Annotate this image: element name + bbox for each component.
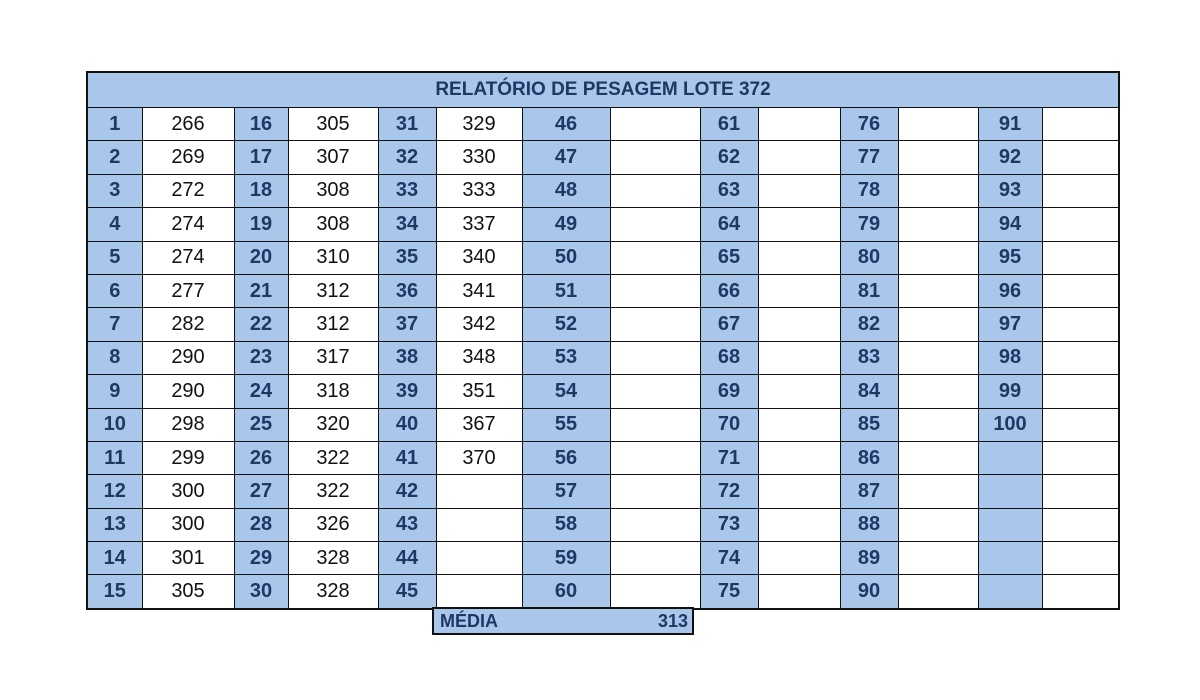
weight-cell: 300 — [142, 508, 234, 541]
weight-cell — [898, 542, 978, 575]
weight-cell: 299 — [142, 441, 234, 474]
weight-cell: 290 — [142, 341, 234, 374]
weighing-table — [88, 108, 1118, 608]
animal-number-cell: 21 — [234, 274, 288, 307]
weight-cell — [1042, 575, 1118, 608]
animal-number-cell: 25 — [234, 408, 288, 441]
animal-number-cell: 67 — [700, 308, 758, 341]
animal-number-cell: 45 — [378, 575, 436, 608]
weight-cell — [898, 508, 978, 541]
animal-number-cell: 62 — [700, 141, 758, 174]
animal-number-cell: 43 — [378, 508, 436, 541]
animal-number-cell: 51 — [522, 274, 610, 307]
table-row — [88, 408, 1118, 441]
weight-cell — [758, 542, 840, 575]
weight-cell — [610, 308, 700, 341]
weight-cell — [758, 108, 840, 141]
weight-cell: 266 — [142, 108, 234, 141]
weight-cell — [1042, 241, 1118, 274]
weight-cell — [1042, 174, 1118, 207]
animal-number-cell: 56 — [522, 441, 610, 474]
weight-cell: 328 — [288, 575, 378, 608]
weight-cell — [758, 575, 840, 608]
table-row — [88, 508, 1118, 541]
weight-cell — [758, 141, 840, 174]
weight-cell — [436, 542, 522, 575]
weight-cell — [898, 341, 978, 374]
weight-cell — [610, 375, 700, 408]
weight-cell — [758, 508, 840, 541]
animal-number-cell: 64 — [700, 208, 758, 241]
weight-cell: 329 — [436, 108, 522, 141]
animal-number-cell: 33 — [378, 174, 436, 207]
animal-number-cell: 17 — [234, 141, 288, 174]
weight-cell: 312 — [288, 308, 378, 341]
animal-number-cell: 63 — [700, 174, 758, 207]
animal-number-cell: 48 — [522, 174, 610, 207]
table-row — [88, 341, 1118, 374]
animal-number-cell: 29 — [234, 542, 288, 575]
animal-number-cell: 42 — [378, 475, 436, 508]
weight-cell: 301 — [142, 542, 234, 575]
weight-cell — [898, 174, 978, 207]
weight-cell: 333 — [436, 174, 522, 207]
weight-cell — [898, 575, 978, 608]
weight-cell: 367 — [436, 408, 522, 441]
animal-number-cell: 31 — [378, 108, 436, 141]
weighing-report — [86, 71, 1120, 610]
animal-number-cell: 82 — [840, 308, 898, 341]
animal-number-cell: 73 — [700, 508, 758, 541]
animal-number-cell: 44 — [378, 542, 436, 575]
weight-cell — [1042, 375, 1118, 408]
animal-number-cell: 10 — [88, 408, 142, 441]
weight-cell — [758, 274, 840, 307]
weight-cell — [610, 441, 700, 474]
weight-cell — [1042, 208, 1118, 241]
animal-number-cell: 6 — [88, 274, 142, 307]
weight-cell — [436, 575, 522, 608]
weight-cell — [610, 274, 700, 307]
weight-cell — [610, 174, 700, 207]
weight-cell: 277 — [142, 274, 234, 307]
animal-number-cell: 40 — [378, 408, 436, 441]
animal-number-cell: 55 — [522, 408, 610, 441]
animal-number-cell: 47 — [522, 141, 610, 174]
animal-number-cell: 36 — [378, 274, 436, 307]
table-row — [88, 375, 1118, 408]
animal-number-cell: 3 — [88, 174, 142, 207]
animal-number-cell: 18 — [234, 174, 288, 207]
animal-number-cell: 16 — [234, 108, 288, 141]
report-title: RELATÓRIO DE PESAGEM LOTE 372 — [88, 73, 1118, 108]
weight-cell: 307 — [288, 141, 378, 174]
animal-number-cell: 58 — [522, 508, 610, 541]
weight-cell: 326 — [288, 508, 378, 541]
table-row — [88, 241, 1118, 274]
weight-cell: 300 — [142, 475, 234, 508]
animal-number-cell: 41 — [378, 441, 436, 474]
weight-cell — [436, 475, 522, 508]
weight-cell — [898, 375, 978, 408]
animal-number-cell: 77 — [840, 141, 898, 174]
animal-number-cell: 93 — [978, 174, 1042, 207]
weight-cell — [1042, 475, 1118, 508]
animal-number-cell: 46 — [522, 108, 610, 141]
animal-number-cell: 88 — [840, 508, 898, 541]
weight-cell — [898, 308, 978, 341]
weight-cell: 274 — [142, 208, 234, 241]
weight-cell: 337 — [436, 208, 522, 241]
animal-number-cell: 22 — [234, 308, 288, 341]
table-row — [88, 575, 1118, 608]
weight-cell: 272 — [142, 174, 234, 207]
animal-number-cell: 39 — [378, 375, 436, 408]
animal-number-cell: 97 — [978, 308, 1042, 341]
animal-number-cell: 12 — [88, 475, 142, 508]
animal-number-cell: 86 — [840, 441, 898, 474]
animal-number-cell: 53 — [522, 341, 610, 374]
animal-number-cell: 98 — [978, 341, 1042, 374]
animal-number-cell: 71 — [700, 441, 758, 474]
animal-number-cell: 68 — [700, 341, 758, 374]
animal-number-cell: 15 — [88, 575, 142, 608]
average-label: MÉDIA — [440, 610, 498, 631]
table-row — [88, 108, 1118, 141]
animal-number-cell: 100 — [978, 408, 1042, 441]
weight-cell — [1042, 508, 1118, 541]
weight-cell — [1042, 441, 1118, 474]
weight-cell — [898, 408, 978, 441]
weight-cell — [1042, 308, 1118, 341]
animal-number-cell: 96 — [978, 274, 1042, 307]
animal-number-cell: 9 — [88, 375, 142, 408]
animal-number-cell: 8 — [88, 341, 142, 374]
animal-number-cell — [978, 508, 1042, 541]
animal-number-cell: 99 — [978, 375, 1042, 408]
animal-number-cell — [978, 441, 1042, 474]
weight-cell — [610, 341, 700, 374]
weight-cell — [610, 508, 700, 541]
animal-number-cell: 2 — [88, 141, 142, 174]
animal-number-cell: 76 — [840, 108, 898, 141]
animal-number-cell: 37 — [378, 308, 436, 341]
weight-cell — [610, 475, 700, 508]
weight-cell: 320 — [288, 408, 378, 441]
animal-number-cell: 14 — [88, 542, 142, 575]
animal-number-cell: 5 — [88, 241, 142, 274]
weight-cell — [898, 141, 978, 174]
animal-number-cell: 72 — [700, 475, 758, 508]
animal-number-cell: 60 — [522, 575, 610, 608]
weight-cell: 269 — [142, 141, 234, 174]
animal-number-cell: 74 — [700, 542, 758, 575]
weight-cell — [758, 441, 840, 474]
weight-cell — [610, 108, 700, 141]
animal-number-cell: 26 — [234, 441, 288, 474]
animal-number-cell: 84 — [840, 375, 898, 408]
table-row — [88, 274, 1118, 307]
animal-number-cell: 70 — [700, 408, 758, 441]
weight-cell: 308 — [288, 208, 378, 241]
weight-cell: 290 — [142, 375, 234, 408]
weight-cell — [758, 308, 840, 341]
animal-number-cell: 78 — [840, 174, 898, 207]
weight-cell: 351 — [436, 375, 522, 408]
weight-cell — [898, 108, 978, 141]
animal-number-cell: 69 — [700, 375, 758, 408]
animal-number-cell: 54 — [522, 375, 610, 408]
weight-cell: 312 — [288, 274, 378, 307]
table-row — [88, 542, 1118, 575]
animal-number-cell: 1 — [88, 108, 142, 141]
table-row — [88, 475, 1118, 508]
animal-number-cell: 66 — [700, 274, 758, 307]
weight-cell: 305 — [288, 108, 378, 141]
animal-number-cell: 87 — [840, 475, 898, 508]
animal-number-cell: 32 — [378, 141, 436, 174]
animal-number-cell: 19 — [234, 208, 288, 241]
weight-cell — [1042, 408, 1118, 441]
animal-number-cell — [978, 475, 1042, 508]
animal-number-cell: 59 — [522, 542, 610, 575]
animal-number-cell: 91 — [978, 108, 1042, 141]
animal-number-cell: 20 — [234, 241, 288, 274]
weight-cell — [1042, 341, 1118, 374]
table-row — [88, 208, 1118, 241]
weight-cell — [436, 508, 522, 541]
animal-number-cell: 85 — [840, 408, 898, 441]
weight-cell — [898, 274, 978, 307]
weight-cell — [758, 241, 840, 274]
weight-cell: 348 — [436, 341, 522, 374]
weight-cell — [758, 341, 840, 374]
animal-number-cell: 30 — [234, 575, 288, 608]
weight-cell — [758, 408, 840, 441]
weight-cell — [758, 208, 840, 241]
weight-cell: 274 — [142, 241, 234, 274]
animal-number-cell: 23 — [234, 341, 288, 374]
animal-number-cell: 11 — [88, 441, 142, 474]
weight-cell: 322 — [288, 441, 378, 474]
animal-number-cell: 95 — [978, 241, 1042, 274]
weight-cell — [1042, 542, 1118, 575]
animal-number-cell: 83 — [840, 341, 898, 374]
weight-cell — [898, 208, 978, 241]
animal-number-cell: 94 — [978, 208, 1042, 241]
average-value: 313 — [657, 610, 688, 631]
weight-cell: 318 — [288, 375, 378, 408]
weight-cell — [610, 241, 700, 274]
animal-number-cell: 28 — [234, 508, 288, 541]
animal-number-cell: 81 — [840, 274, 898, 307]
animal-number-cell: 57 — [522, 475, 610, 508]
animal-number-cell: 24 — [234, 375, 288, 408]
weight-cell: 328 — [288, 542, 378, 575]
animal-number-cell: 27 — [234, 475, 288, 508]
weight-cell — [898, 475, 978, 508]
weight-cell — [610, 542, 700, 575]
animal-number-cell: 38 — [378, 341, 436, 374]
weight-cell: 322 — [288, 475, 378, 508]
animal-number-cell: 34 — [378, 208, 436, 241]
weight-cell — [898, 241, 978, 274]
weight-cell — [758, 475, 840, 508]
weight-cell: 341 — [436, 274, 522, 307]
average-box — [432, 607, 694, 635]
table-row — [88, 141, 1118, 174]
animal-number-cell: 49 — [522, 208, 610, 241]
table-row — [88, 308, 1118, 341]
animal-number-cell — [978, 575, 1042, 608]
animal-number-cell — [978, 542, 1042, 575]
weight-cell — [1042, 108, 1118, 141]
weight-cell: 342 — [436, 308, 522, 341]
weight-cell — [758, 174, 840, 207]
table-row — [88, 174, 1118, 207]
animal-number-cell: 52 — [522, 308, 610, 341]
animal-number-cell: 90 — [840, 575, 898, 608]
weight-cell: 305 — [142, 575, 234, 608]
weight-cell — [610, 208, 700, 241]
weight-cell: 308 — [288, 174, 378, 207]
animal-number-cell: 89 — [840, 542, 898, 575]
weight-cell — [898, 441, 978, 474]
weight-cell — [1042, 274, 1118, 307]
animal-number-cell: 13 — [88, 508, 142, 541]
weight-cell — [610, 408, 700, 441]
weight-cell: 340 — [436, 241, 522, 274]
weight-cell: 370 — [436, 441, 522, 474]
weight-cell: 330 — [436, 141, 522, 174]
animal-number-cell: 75 — [700, 575, 758, 608]
weight-cell — [610, 575, 700, 608]
animal-number-cell: 80 — [840, 241, 898, 274]
weight-cell — [758, 375, 840, 408]
animal-number-cell: 50 — [522, 241, 610, 274]
animal-number-cell: 35 — [378, 241, 436, 274]
table-row — [88, 441, 1118, 474]
animal-number-cell: 7 — [88, 308, 142, 341]
animal-number-cell: 61 — [700, 108, 758, 141]
weight-cell: 282 — [142, 308, 234, 341]
weight-cell — [610, 141, 700, 174]
weight-cell — [1042, 141, 1118, 174]
weight-cell: 310 — [288, 241, 378, 274]
animal-number-cell: 4 — [88, 208, 142, 241]
weight-cell: 317 — [288, 341, 378, 374]
animal-number-cell: 92 — [978, 141, 1042, 174]
animal-number-cell: 65 — [700, 241, 758, 274]
animal-number-cell: 79 — [840, 208, 898, 241]
weight-cell: 298 — [142, 408, 234, 441]
